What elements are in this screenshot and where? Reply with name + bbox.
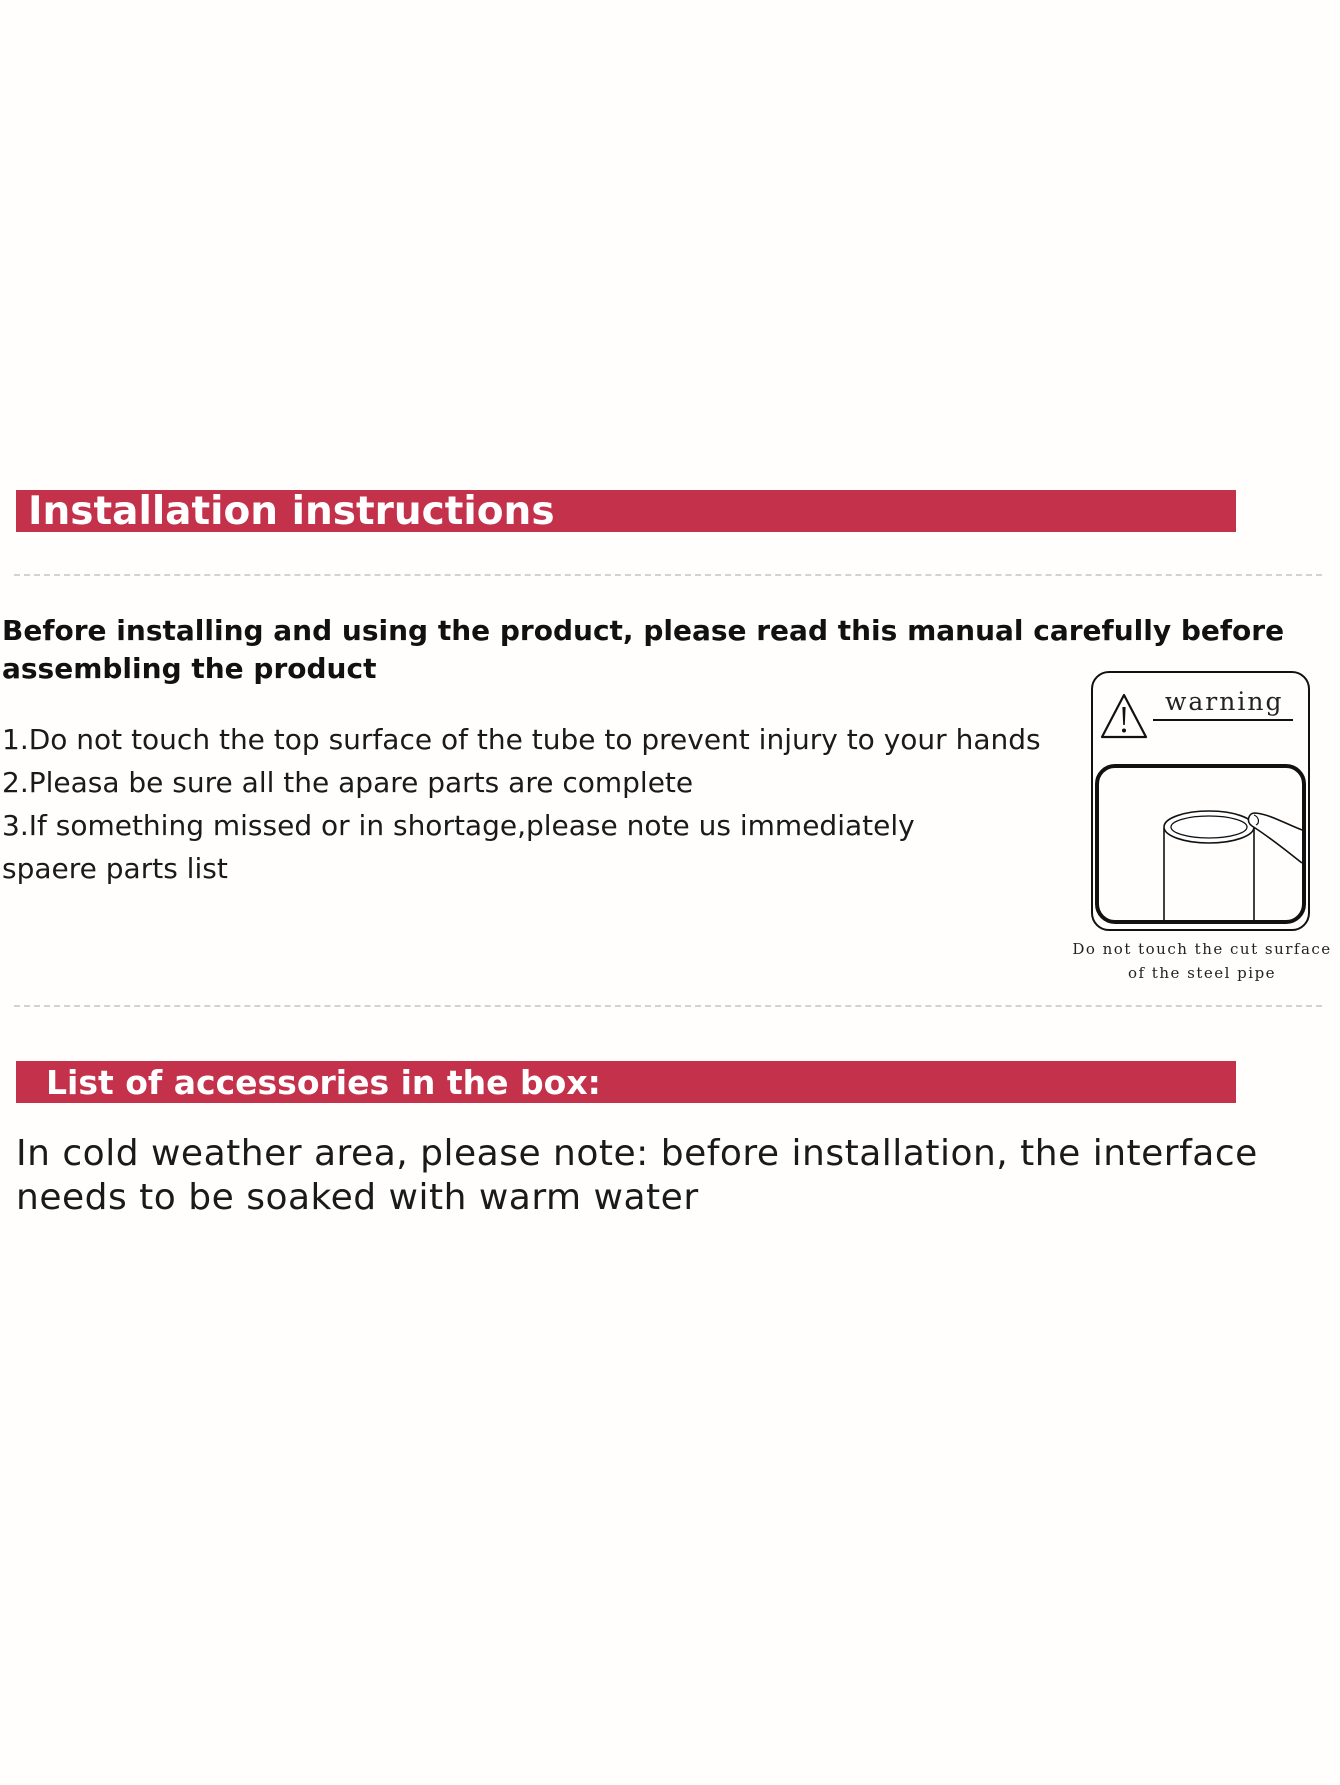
instruction-item-2: 2.Pleasa be sure all the apare parts are complete	[2, 766, 694, 799]
cold-weather-note: In cold weather area, please note: before installation, the interface needs to be soaked with warm water	[16, 1133, 1258, 1218]
instruction-item-3: 3.If something missed or in shortage,please note us immediately	[2, 809, 915, 842]
section-divider-bottom	[14, 1005, 1322, 1007]
instruction-item-1: 1.Do not touch the top surface of the tube to prevent injury to your hands	[2, 723, 1041, 756]
manual-intro-heading: Before installing and using the product, please read this manual carefully before assembling the product	[2, 614, 1285, 685]
spare-parts-list-label: spaere parts list	[2, 852, 228, 885]
finger-touching-pipe-icon	[1099, 768, 1302, 920]
warning-caption-line-2: of the steel pipe	[1127, 964, 1277, 982]
warning-caption-line-1: Do not touch the cut surface	[1072, 940, 1332, 958]
warning-caption	[1064, 937, 1340, 985]
installation-instructions-title: Installation instructions	[28, 488, 555, 534]
instruction-list	[2, 718, 1041, 890]
pipe-illustration	[1095, 764, 1306, 924]
warning-triangle-icon	[1099, 691, 1149, 741]
installation-instructions-banner	[16, 490, 1236, 532]
warning-label-underline	[1153, 719, 1293, 721]
section-divider-top	[14, 574, 1322, 576]
accessories-banner	[16, 1061, 1236, 1103]
warning-label: warning	[1165, 687, 1284, 716]
warning-figure	[1091, 671, 1310, 931]
accessories-title: List of accessories in the box:	[46, 1062, 601, 1102]
